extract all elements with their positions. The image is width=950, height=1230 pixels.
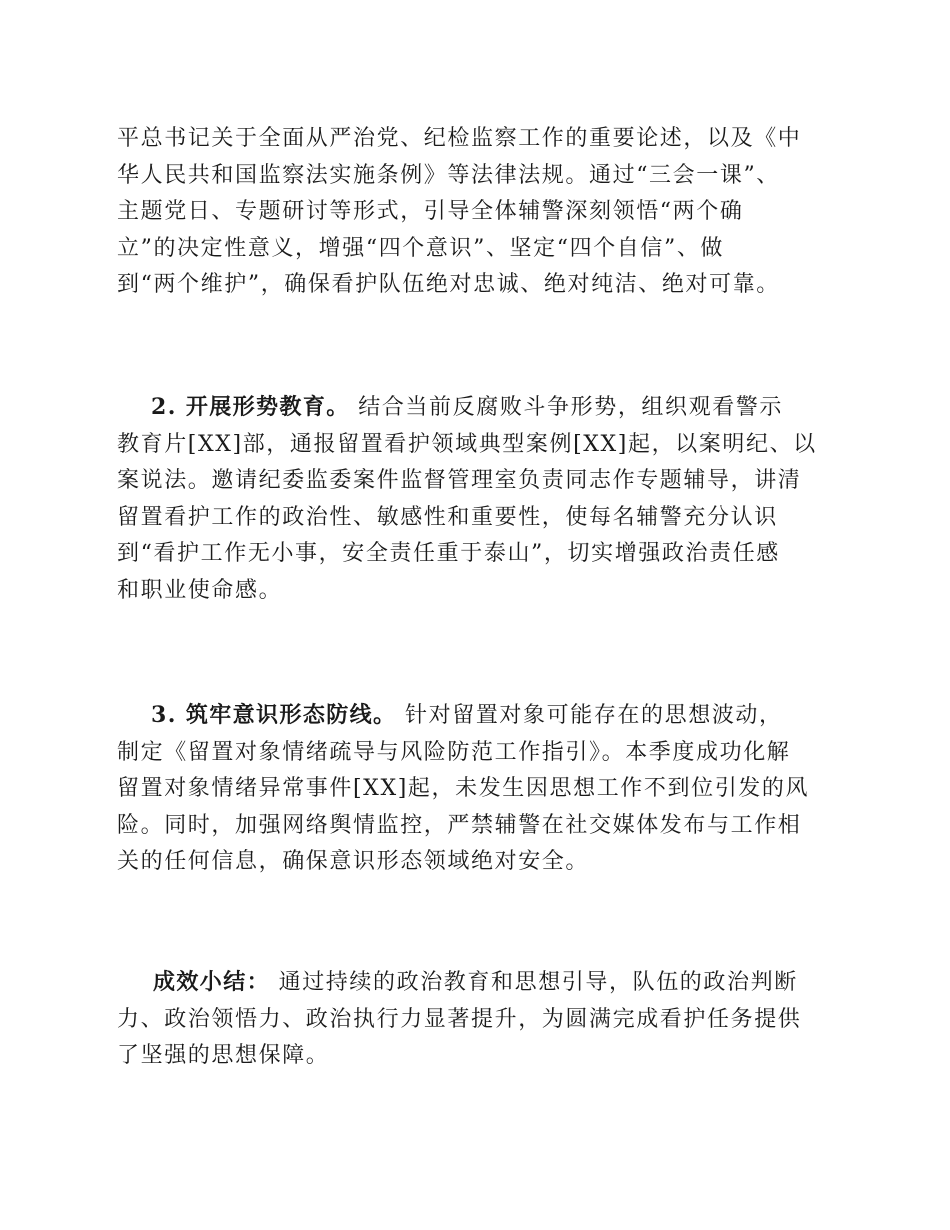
text-line: 华人民共和国监察法实施条例》等法律法规。通过“三会一课”、 (117, 162, 780, 188)
section-2-first-line-text: 结合当前反腐败斗争形势，组织观看警示 (358, 395, 784, 420)
text-line: 留置对象情绪异常事件[XX]起，未发生因思想工作不到位引发的风 (117, 776, 810, 801)
section-2-paragraph (117, 389, 837, 609)
text-line: 和职业使命感。 (117, 577, 283, 603)
text-line: 险。同时，加强网络舆情监控，严禁辅警在社交媒体发布与工作相 (117, 812, 802, 838)
text-line: 主题党日、专题研讨等形式，引导全体辅警深刻领悟“两个确 (117, 199, 744, 224)
text-line: 力、政治领悟力、政治执行力显著提升，为圆满完成看护任务提供 (117, 1006, 802, 1032)
intro-paragraph (117, 121, 837, 304)
text-line: 制定《留置对象情绪疏导与风险防范工作指引》。本季度成功化解 (117, 739, 791, 765)
section-2-first-line (117, 389, 837, 427)
text-line: 到“看护工作无小事，安全责任重于泰山”，切实增强政治责任感 (117, 541, 780, 566)
text-line: 了坚强的思想保障。 (117, 1043, 330, 1068)
section-3-first-line (117, 697, 837, 735)
section-3-heading: 3. 筑牢意识形态防线。 (151, 702, 397, 728)
section-3-paragraph (117, 697, 837, 881)
section-3-first-line-text: 针对留置对象可能存在的思想波动， (405, 703, 783, 728)
text-line: 留置看护工作的政治性、敏感性和重要性，使每名辅警充分认识 (117, 504, 778, 530)
summary-paragraph (117, 964, 837, 1075)
summary-first-line-text: 通过持续的政治教育和思想引导，队伍的政治判断 (278, 970, 798, 995)
text-line: 教育片[XX]部，通报留置看护领域典型案例[XX]起，以案明纪、以 (117, 431, 817, 457)
text-line: 立”的决定性意义，增强“四个意识”、坚定“四个自信”、做 (117, 235, 725, 261)
summary-first-line (117, 964, 837, 1002)
text-line: 到“两个维护”，确保看护队伍绝对忠诚、绝对纯洁、绝对可靠。 (117, 272, 780, 297)
text-line: 关的任何信息，确保意识形态领域绝对安全。 (117, 849, 590, 874)
section-2-heading: 2. 开展形势教育。 (151, 394, 350, 420)
text-line: 平总书记关于全面从严治党、纪检监察工作的重要论述，以及《中 (117, 126, 802, 151)
summary-heading: 成效小结： (153, 969, 271, 995)
text-line: 案说法。邀请纪委监委案件监督管理室负责同志作专题辅导，讲清 (117, 468, 802, 493)
